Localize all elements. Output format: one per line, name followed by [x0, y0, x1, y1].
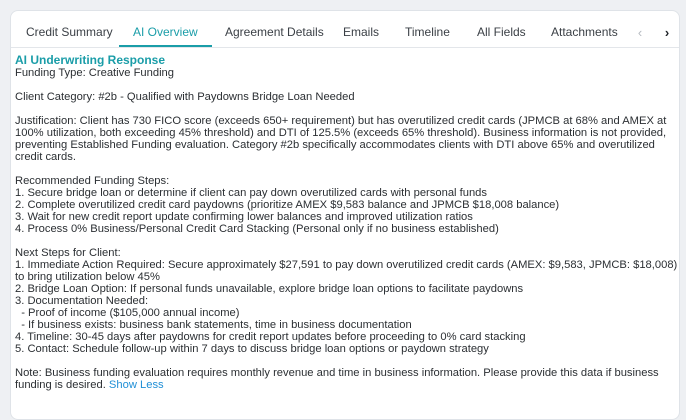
next-steps-title: Next Steps for Client:	[15, 247, 121, 259]
recommended-steps-title: Recommended Funding Steps:	[15, 175, 170, 187]
show-less-link[interactable]: Show Less	[108, 379, 164, 391]
note-text-end	[15, 379, 665, 391]
tab-emails[interactable]: Emails	[343, 25, 380, 39]
justification-line: preventing Established Funding evaluation. Category #2b specifically accommodates clients with DTI above 65% and overutilized	[15, 139, 655, 151]
tab-attachments[interactable]: Attachments	[551, 25, 618, 39]
section-heading: AI Underwriting Response	[15, 53, 166, 67]
next-step: 1. Immediate Action Required: Secure approximately $27,591 to pay down overutilized credit cards (AMEX: $9,583, JPMCB: $18,008)	[15, 259, 678, 271]
chevron-left-icon[interactable]: ‹	[637, 25, 643, 40]
tab-credit-summary[interactable]: Credit Summary	[26, 25, 113, 39]
tab-timeline[interactable]: Timeline	[405, 25, 450, 39]
justification	[15, 115, 665, 163]
tab-all-fields[interactable]: All Fields	[477, 25, 526, 39]
funding-type: Funding Type: Creative Funding	[15, 67, 175, 79]
client-category: Client Category: #2b - Qualified with Paydowns Bridge Loan Needed	[15, 91, 355, 103]
next-step: 3. Documentation Needed:	[15, 295, 149, 307]
recommended-step: 3. Wait for new credit report update confirming lower balances and improved utilization ratios	[15, 211, 473, 223]
recommended-step: 1. Secure bridge loan or determine if client can pay down overutilized cards with personal funds	[15, 187, 487, 199]
next-step: 2. Bridge Loan Option: If personal funds unavailable, explore bridge loan options to facilitate paydowns	[15, 283, 524, 295]
next-step: - If business exists: business bank statements, time in business documentation	[15, 319, 412, 331]
recommended-step: 2. Complete overutilized credit card paydowns (prioritize AMEX $9,583 balance and JPMCB $18,008 balance)	[15, 199, 560, 211]
tab-bar	[11, 11, 679, 48]
next-step: - Proof of income ($105,000 annual income)	[15, 307, 240, 319]
next-step: 5. Contact: Schedule follow-up within 7 days to discuss bridge loan options or paydown strategy	[15, 343, 489, 355]
note-text-tail: funding is desired.	[15, 379, 106, 391]
next-step: 4. Timeline: 30-45 days after paydowns for credit report updates before proceeding to 0% card stacking	[15, 331, 526, 343]
note-text: Note: Business funding evaluation requires monthly revenue and time in business information. Please provide this data if business	[15, 367, 659, 379]
justification-line: 100% utilization, both exceeding 45% threshold) and DTI of 125.5% (exceeds 65% threshold). Business information is not provided,	[15, 127, 667, 139]
justification-line: credit cards.	[15, 151, 76, 163]
tab-agreement-details[interactable]: Agreement Details	[225, 25, 324, 39]
justification-line: Justification: Client has 730 FICO score (exceeds 650+ requirement) but has overutilized credit cards (JPMCB at 68% and AMEX at	[15, 115, 667, 127]
tab-ai-overview[interactable]: AI Overview	[133, 11, 198, 46]
next-step: to bring utilization below 45%	[15, 271, 160, 283]
chevron-right-icon[interactable]: ›	[664, 25, 670, 40]
ai-underwriting-response	[15, 53, 678, 391]
recommended-step: 4. Process 0% Business/Personal Credit Card Stacking (Personal only if no business established)	[15, 223, 499, 235]
